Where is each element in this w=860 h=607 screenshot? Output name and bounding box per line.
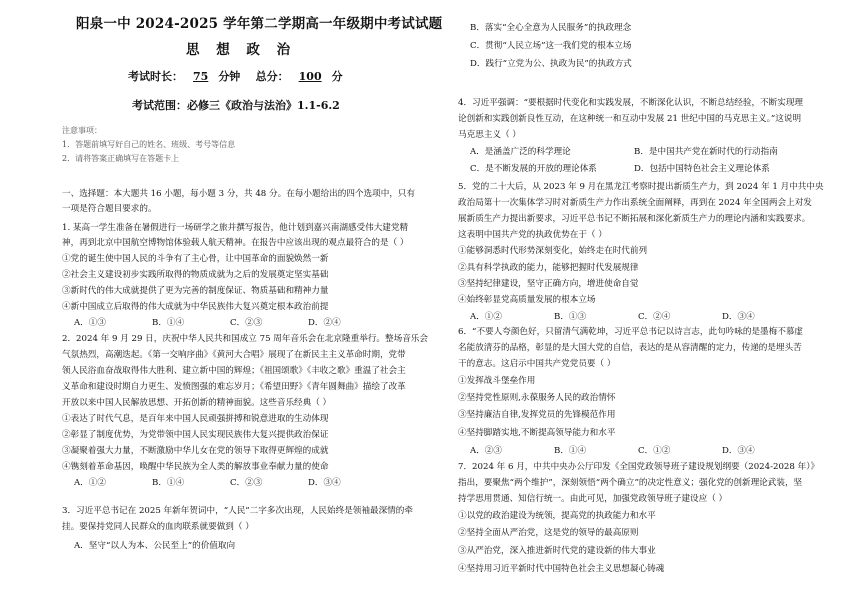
option-d: D．③④	[722, 446, 755, 456]
question-3-option-d: D．践行“立党为公、执政为民”的执政方式	[470, 59, 632, 69]
question-5-statement: ④始终彰显党高质量发展的根本立场	[458, 295, 596, 305]
question-2-text: 气氛热烈，高潮迭起。《第一交响序曲》《黄河大合唱》展现了在新民主主义革命时期，党带	[62, 350, 406, 360]
question-2-text: 开放以来中国人民解放思想、开拓创新的精神面貌。这些音乐经典（ ）	[62, 398, 332, 408]
option-a: A．②③	[470, 446, 502, 456]
option-a: A．①②	[470, 312, 502, 322]
question-7-text: 7．2024 年 6 月，中共中央办公厅印发《全国党政领导班子建设规划纲要（2024-2028 年）》	[458, 462, 820, 472]
question-3-option-b: B．落实“全心全意为人民服务”的执政理念	[470, 23, 632, 33]
question-6-text: 干的意志。这启示中国共产党党员要（ ）	[458, 359, 616, 369]
option-c: C．②④	[638, 312, 671, 322]
option-b: B．①④	[152, 478, 185, 488]
score-unit: 分	[331, 70, 343, 83]
option-d: D．③④	[308, 478, 341, 488]
question-1-statement: ③新时代的伟大成就提供了更为完善的制度保证、物质基础和精神力量	[62, 286, 329, 296]
question-7-text: 指出，要聚焦“两个维护”，深刻领悟“两个确立”的决定性意义；强化党的创新理论武装，坚	[458, 478, 803, 488]
section-heading: 一项是符合题目要求的。	[62, 204, 157, 214]
option-c: C．②③	[230, 318, 263, 328]
question-6-statement: ④坚持脚踏实地,不断提高领导能力和水平	[458, 428, 616, 438]
question-2-options	[74, 477, 386, 489]
exam-title: 阳泉一中 2024-2025 学年第二学期高一年级期中考试试题	[76, 16, 443, 32]
question-1-options	[74, 317, 386, 329]
question-1-statement: ④新中国成立后取得的伟大成就为中华民族伟大复兴奠定根本政治前提	[62, 302, 329, 312]
question-7-text: 持学思用贯通、知信行统一。由此可见，加强党政领导班子建设应（ ）	[458, 494, 728, 504]
exam-meta	[128, 71, 343, 83]
question-2-text: 领人民浴血奋战取得伟大胜利、建立新中国的辉煌；《祖国颂歌》《丰收之歌》重温了社会主	[62, 366, 406, 376]
question-5-text: 展新质生产力提出新要求，习近平总书记不断拓展和深化新质生产力的理论内涵和实践要求。	[458, 214, 811, 224]
question-5-options	[470, 311, 755, 323]
option-c: C．①②	[638, 446, 671, 456]
question-5-statement: ③坚持纪律建设，坚守正确方向，增进使命自觉	[458, 279, 639, 289]
time-unit: 分钟	[218, 70, 241, 83]
question-4-text: 论创新和实践创新良性互动，在这种统一和互动中发展 21 世纪中国的马克思主义。”这说明	[458, 114, 802, 124]
question-7-statement: ③从严治党，深入推进新时代党的建设新的伟大事业	[458, 546, 656, 556]
question-7-statement: ①以党的政治建设为统领，提高党的执政能力和水平	[458, 511, 656, 521]
question-7-statement: ②坚持全面从严治党，这是党的领导的最高原则	[458, 528, 639, 538]
question-5-text: 5．党的二十大后，从 2023 年 9 月在黑龙江考察时提出新质生产力，到 2024 年 1 月中共中央	[458, 182, 824, 192]
option-b: B．①④	[554, 446, 587, 456]
question-3-text: 挂。要保持党同人民群众的血肉联系就要做到（ ）	[62, 522, 254, 532]
question-2-statement: ②彰显了制度优势，为党带领中国人民实现民族伟大复兴提供政治保证	[62, 430, 329, 440]
question-6-statement: ①发挥战斗堡垒作用	[458, 376, 536, 386]
question-6-text: 名能放清芬的品格，彰显的是大国大党的自信，表达的是从容清醒的定力，传递的是埋头苦	[458, 343, 802, 353]
question-4-option-b: B．是中国共产党在新时代的行动指南	[634, 147, 778, 157]
scope-label: 考试范围：	[132, 99, 187, 112]
question-3-text: 3．习近平总书记在 2025 年新年贺词中，“人民”二字多次出现，人民始终是领袖最深情的牵	[62, 506, 413, 516]
time-value: 75	[193, 70, 209, 83]
option-b: B．①④	[152, 318, 185, 328]
question-6-text: 6．“不要人夸颜色好，只留清气满乾坤，习近平总书记以诗言志，此句吟咏的是墨梅不慕虚	[458, 327, 804, 337]
question-5-text: 政治局第十一次集体学习时对新质生产力作出系统全面阐释，再到在 2024 年全国两会上对发	[458, 198, 812, 208]
exam-scope	[132, 100, 340, 112]
note-item: 2．请将答案正确填写在答题卡上	[62, 154, 180, 163]
question-6-options	[470, 445, 755, 457]
option-d: D．②④	[308, 318, 341, 328]
question-4-option-d: D．包括中国特色社会主义理论体系	[634, 164, 770, 174]
question-4-option-a: A．是涵盖广泛的科学理论	[470, 147, 571, 157]
question-3-option-a: A．坚守“以人为本、公民至上”的价值取向	[74, 541, 236, 551]
option-a: A．①②	[74, 478, 106, 488]
question-4-text: 4．习近平强调：“要根据时代变化和实践发展，不断深化认识，不断总结经验，不断实现理	[458, 98, 804, 108]
option-a: A．①③	[74, 318, 106, 328]
question-1-statement: ①党的诞生使中国人民的斗争有了主心骨，让中国革命的面貌焕然一新	[62, 254, 329, 264]
question-2-text: 2．2024 年 9 月 29 日，庆祝中华人民共和国成立 75 周年音乐会在北京隆重举行。整场音乐会	[62, 334, 428, 344]
option-b: B．①③	[554, 312, 587, 322]
option-c: C．②③	[230, 478, 263, 488]
question-5-statement: ②具有科学执政的能力，能够把握时代发展规律	[458, 263, 639, 273]
option-d: D．③④	[722, 312, 755, 322]
section-heading: 一、选择题：本大题共 16 小题，每小题 3 分，共 48 分。在每小题给出的四个选项中，只有	[62, 189, 416, 199]
subject-title: 思 想 政 治	[186, 42, 297, 58]
score-label: 总分：	[255, 70, 289, 83]
question-1-text: 神，再到北京中国航空博物馆体验载人航天精神。在报告中应该出现的观点最符合的是（ ）	[62, 238, 409, 248]
note-item: 1．答题前填写好自己的姓名、班级、考号等信息	[62, 140, 236, 149]
notes-title: 注意事项：	[62, 126, 102, 135]
question-2-statement: ④镌刻着革命基因，唤醒中华民族为全人类的解放事业奉献力量的使命	[62, 462, 329, 472]
scope-value: 必修三《政治与法治》1.1-6.2	[187, 99, 340, 112]
time-label: 考试时长：	[128, 70, 183, 83]
question-6-statement: ②坚持党性原则,永葆服务人民的政治情怀	[458, 393, 616, 403]
score-value: 100	[298, 70, 322, 83]
question-6-statement: ③坚持廉洁自律,发挥党员的先锋模范作用	[458, 410, 616, 420]
question-2-statement: ①表达了时代气息，是百年来中国人民顽强拼搏和锐意进取的生动体现	[62, 414, 329, 424]
question-7-statement: ④坚持用习近平新时代中国特色社会主义思想凝心铸魂	[458, 564, 665, 574]
question-2-statement: ③凝聚着强大力量，不断激励中华儿女在党的领导下取得更辉煌的成就	[62, 446, 329, 456]
question-1-statement: ②社会主义建设初步实践所取得的物质成就为之后的发展奠定坚实基础	[62, 270, 329, 280]
question-1-text: 1. 某高一学生准备在暑假进行一场研学之旅并撰写报告，他计划到嘉兴南湖感受伟大建党精	[62, 223, 409, 233]
question-3-option-c: C．贯彻“人民立场”这一我们党的根本立场	[470, 41, 632, 51]
question-5-statement: ①能够洞悉时代形势深刻变化，始终走在时代前列	[458, 246, 648, 256]
question-5-text: 这表明中国共产党的执政优势在于（ ）	[458, 230, 607, 240]
question-2-text: 义革命和建设时期自力更生、发愤图强的难忘岁月；《希望田野》《青年圆舞曲》描绘了改革	[62, 382, 406, 392]
question-4-text: 马克思主义（ ）	[458, 130, 521, 140]
question-4-option-c: C．是不断发展的开放的理论体系	[470, 164, 597, 174]
